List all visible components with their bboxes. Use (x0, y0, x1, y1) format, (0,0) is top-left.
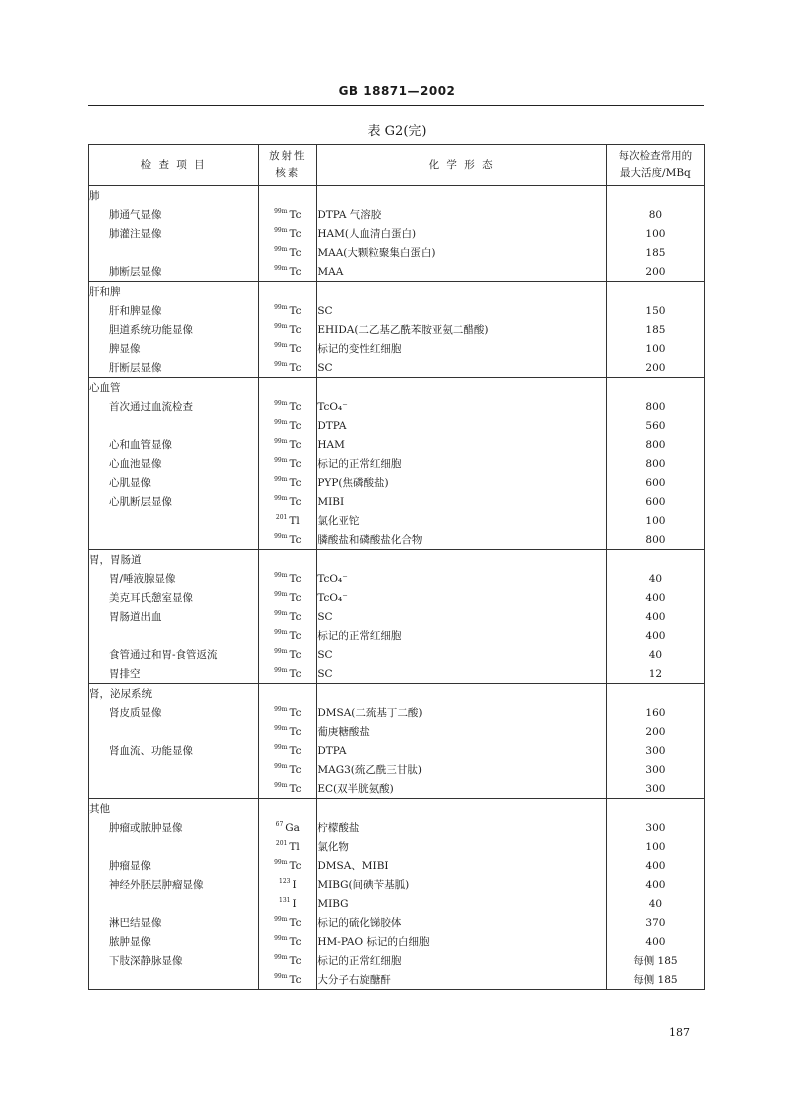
element-symbol: Tc (289, 973, 302, 986)
max-activity: 800 (606, 530, 704, 550)
exam-item (89, 970, 259, 990)
table-row (89, 454, 705, 473)
element-symbol: Tc (289, 744, 302, 757)
table-row (89, 607, 705, 626)
element-symbol: Tc (289, 246, 302, 259)
table-row (89, 339, 705, 358)
empty-cell (317, 378, 606, 398)
section-header-row (89, 684, 705, 704)
exam-item: 脾显像 (89, 339, 259, 358)
table-row (89, 664, 705, 684)
element-symbol: Tc (289, 706, 302, 719)
table-row (89, 932, 705, 951)
nuclide (259, 951, 317, 970)
mass-number: 131 (279, 896, 291, 904)
element-symbol: Tc (289, 227, 302, 240)
max-activity: 100 (606, 224, 704, 243)
max-activity: 800 (606, 454, 704, 473)
max-activity: 400 (606, 875, 704, 894)
exam-item: 下肢深静脉显像 (89, 951, 259, 970)
element-symbol: Ga (285, 821, 300, 834)
chemical-form: 标记的硫化锑胶体 (317, 913, 606, 932)
nuclide (259, 224, 317, 243)
table-row (89, 779, 705, 799)
nuclide (259, 645, 317, 664)
exam-item: 脓肿显像 (89, 932, 259, 951)
empty-cell (259, 282, 317, 302)
exam-item: 食管通过和胃-食管返流 (89, 645, 259, 664)
table-row (89, 894, 705, 913)
max-activity: 800 (606, 435, 704, 454)
header-activity (606, 145, 704, 186)
nuclide (259, 569, 317, 588)
element-symbol: I (292, 897, 297, 910)
mass-number: 99m (274, 264, 288, 272)
mass-number: 99m (274, 762, 288, 770)
element-symbol: Tc (289, 629, 302, 642)
empty-cell (259, 378, 317, 398)
element-symbol: Tc (289, 265, 302, 278)
max-activity: 400 (606, 626, 704, 645)
exam-item: 肿瘤显像 (89, 856, 259, 875)
nuclide (259, 205, 317, 224)
header-chemical: 化 学 形 态 (317, 145, 606, 186)
table-row (89, 320, 705, 339)
nuclide (259, 511, 317, 530)
chemical-form: SC (317, 645, 606, 664)
chemical-form: MAA(大颗粒聚集白蛋白) (317, 243, 606, 262)
chemical-form: TcO₄⁻ (317, 397, 606, 416)
max-activity: 100 (606, 837, 704, 856)
table-row (89, 473, 705, 492)
empty-cell (259, 684, 317, 704)
max-activity: 80 (606, 205, 704, 224)
exam-item: 首次通过血流检查 (89, 397, 259, 416)
nuclide (259, 837, 317, 856)
chemical-form: MIBG (317, 894, 606, 913)
element-symbol: Tc (289, 725, 302, 738)
max-activity: 300 (606, 760, 704, 779)
exam-item: 肝和脾显像 (89, 301, 259, 320)
max-activity: 560 (606, 416, 704, 435)
max-activity: 每侧 185 (606, 951, 704, 970)
mass-number: 99m (274, 934, 288, 942)
table-row (89, 837, 705, 856)
empty-cell (259, 799, 317, 819)
chemical-form: SC (317, 301, 606, 320)
table-row (89, 530, 705, 550)
section-header-row (89, 378, 705, 398)
table-title: 表 G2(完) (367, 124, 427, 139)
table-row (89, 913, 705, 932)
mass-number: 99m (274, 628, 288, 636)
empty-cell (606, 378, 704, 398)
nuclide (259, 358, 317, 378)
chemical-form: 标记的正常红细胞 (317, 454, 606, 473)
nuclide (259, 894, 317, 913)
mass-number: 67 (275, 820, 284, 828)
section-header-row (89, 799, 705, 819)
exam-item (89, 626, 259, 645)
table-row (89, 262, 705, 282)
exam-item (89, 416, 259, 435)
max-activity: 300 (606, 779, 704, 799)
mass-number: 99m (274, 647, 288, 655)
element-symbol: Tc (289, 667, 302, 680)
header-rule (88, 105, 704, 106)
exam-item (89, 530, 259, 550)
table-row (89, 703, 705, 722)
max-activity: 100 (606, 339, 704, 358)
max-activity: 40 (606, 645, 704, 664)
chemical-form: 柠檬酸盐 (317, 818, 606, 837)
table-row (89, 569, 705, 588)
element-symbol: Tc (289, 572, 302, 585)
table-row (89, 243, 705, 262)
nuclide (259, 722, 317, 741)
mass-number: 99m (274, 705, 288, 713)
chemical-form: SC (317, 358, 606, 378)
standard-code: GB 18871—2002 (338, 84, 456, 98)
element-symbol: Tc (289, 859, 302, 872)
nuclide (259, 760, 317, 779)
table-row (89, 358, 705, 378)
mass-number: 99m (274, 571, 288, 579)
exam-item (89, 511, 259, 530)
element-symbol: Tc (289, 533, 302, 546)
mass-number: 99m (274, 475, 288, 483)
max-activity: 400 (606, 856, 704, 875)
mass-number: 123 (279, 877, 291, 885)
element-symbol: Tl (289, 840, 300, 853)
empty-cell (317, 282, 606, 302)
chemical-form: TcO₄⁻ (317, 569, 606, 588)
nuclide (259, 262, 317, 282)
mass-number: 99m (274, 494, 288, 502)
mass-number: 99m (274, 322, 288, 330)
chemical-form: EC(双半胱氨酸) (317, 779, 606, 799)
chemical-form: SC (317, 607, 606, 626)
mass-number: 99m (274, 245, 288, 253)
nuclide (259, 473, 317, 492)
element-symbol: Tc (289, 304, 302, 317)
table-row (89, 970, 705, 990)
mass-number: 99m (274, 226, 288, 234)
nuclide (259, 397, 317, 416)
element-symbol: Tc (289, 610, 302, 623)
nuclide (259, 492, 317, 511)
exam-item (89, 760, 259, 779)
nuclide (259, 626, 317, 645)
nuclide (259, 339, 317, 358)
exam-item: 心肌断层显像 (89, 492, 259, 511)
table-row (89, 301, 705, 320)
max-activity: 40 (606, 569, 704, 588)
table-row (89, 875, 705, 894)
mass-number: 99m (274, 781, 288, 789)
exam-item: 心和血管显像 (89, 435, 259, 454)
nuclide (259, 779, 317, 799)
empty-cell (259, 550, 317, 570)
mass-number: 99m (274, 303, 288, 311)
exam-item: 肾皮质显像 (89, 703, 259, 722)
nuclide (259, 970, 317, 990)
element-symbol: Tc (289, 935, 302, 948)
table-row (89, 818, 705, 837)
table-row (89, 435, 705, 454)
exam-item: 肺通气显像 (89, 205, 259, 224)
chemical-form: DMSA(二巯基丁二酸) (317, 703, 606, 722)
table-row (89, 856, 705, 875)
mass-number: 201 (275, 839, 288, 847)
chemical-form: HAM (317, 435, 606, 454)
exam-item: 胆道系统功能显像 (89, 320, 259, 339)
element-symbol: Tc (289, 476, 302, 489)
empty-cell (606, 550, 704, 570)
header-nuclide-line2: 核素 (275, 167, 301, 179)
exam-item: 神经外胚层肿瘤显像 (89, 875, 259, 894)
exam-item: 肿瘤或脓肿显像 (89, 818, 259, 837)
empty-cell (606, 684, 704, 704)
max-activity: 200 (606, 722, 704, 741)
empty-cell (317, 684, 606, 704)
exam-item: 肾血流、功能显像 (89, 741, 259, 760)
empty-cell (606, 282, 704, 302)
header-activity-line2: 最大活度/MBq (620, 167, 691, 179)
chemical-form: 标记的变性红细胞 (317, 339, 606, 358)
element-symbol: Tc (289, 361, 302, 374)
mass-number: 99m (274, 972, 288, 980)
exam-item (89, 722, 259, 741)
element-symbol: Tc (289, 400, 302, 413)
max-activity: 150 (606, 301, 704, 320)
exam-item: 胃肠道出血 (89, 607, 259, 626)
element-symbol: Tc (289, 457, 302, 470)
max-activity: 400 (606, 588, 704, 607)
empty-cell (606, 799, 704, 819)
mass-number: 99m (274, 590, 288, 598)
mass-number: 99m (274, 915, 288, 923)
mass-number: 99m (274, 437, 288, 445)
element-symbol: Tc (289, 591, 302, 604)
element-symbol: Tc (289, 495, 302, 508)
chemical-form: DTPA (317, 416, 606, 435)
nuclide (259, 856, 317, 875)
chemical-form: MIBI (317, 492, 606, 511)
exam-item (89, 243, 259, 262)
exam-item: 胃/唾液腺显像 (89, 569, 259, 588)
mass-number: 99m (274, 858, 288, 866)
max-activity: 400 (606, 607, 704, 626)
mass-number: 99m (274, 207, 288, 215)
mass-number: 99m (274, 456, 288, 464)
mass-number: 99m (274, 532, 288, 540)
max-activity: 100 (606, 511, 704, 530)
chemical-form: DTPA 气溶胶 (317, 205, 606, 224)
table-row (89, 626, 705, 645)
max-activity: 800 (606, 397, 704, 416)
max-activity: 300 (606, 741, 704, 760)
table-row (89, 416, 705, 435)
max-activity: 每侧 185 (606, 970, 704, 990)
section-header-row (89, 282, 705, 302)
section-title: 胃，胃肠道 (89, 550, 259, 570)
header-activity-line1: 每次检查常用的 (618, 150, 693, 162)
max-activity: 400 (606, 932, 704, 951)
nuclide (259, 243, 317, 262)
table-row (89, 588, 705, 607)
nuclide (259, 435, 317, 454)
table-row (89, 511, 705, 530)
header-nuclide-line1: 放射性 (269, 150, 307, 162)
mass-number: 99m (274, 418, 288, 426)
mass-number: 99m (274, 953, 288, 961)
section-title: 肾，泌尿系统 (89, 684, 259, 704)
header-item: 检 查 项 目 (89, 145, 259, 186)
max-activity: 185 (606, 243, 704, 262)
nuclide (259, 416, 317, 435)
exam-item: 心肌显像 (89, 473, 259, 492)
empty-cell (606, 186, 704, 206)
nuclide (259, 530, 317, 550)
element-symbol: Tc (289, 438, 302, 451)
chemical-form: 标记的正常红细胞 (317, 951, 606, 970)
chemical-form: EHIDA(二乙基乙酰苯胺亚氨二醋酸) (317, 320, 606, 339)
exam-item: 肺灌注显像 (89, 224, 259, 243)
exam-item: 心血池显像 (89, 454, 259, 473)
chemical-form: 葡庚糖酸盐 (317, 722, 606, 741)
chemical-form: TcO₄⁻ (317, 588, 606, 607)
nuclide (259, 818, 317, 837)
nuclide (259, 932, 317, 951)
chemical-form: 大分子右旋醣酐 (317, 970, 606, 990)
chemical-form: DTPA (317, 741, 606, 760)
table-row (89, 951, 705, 970)
section-title: 心血管 (89, 378, 259, 398)
section-header-row (89, 186, 705, 206)
chemical-form: 膦酸盐和磷酸盐化合物 (317, 530, 606, 550)
element-symbol: Tc (289, 648, 302, 661)
mass-number: 99m (274, 360, 288, 368)
mass-number: 99m (274, 743, 288, 751)
nuclide (259, 301, 317, 320)
table-row (89, 205, 705, 224)
element-symbol: Tc (289, 916, 302, 929)
nuclide (259, 664, 317, 684)
nuclide (259, 454, 317, 473)
max-activity: 12 (606, 664, 704, 684)
chemical-form: PYP(焦磷酸盐) (317, 473, 606, 492)
table-row (89, 492, 705, 511)
exam-item (89, 894, 259, 913)
element-symbol: Tc (289, 763, 302, 776)
exam-item: 淋巴结显像 (89, 913, 259, 932)
table-header-row (89, 145, 705, 186)
max-activity: 200 (606, 262, 704, 282)
section-title: 肝和脾 (89, 282, 259, 302)
exam-item (89, 837, 259, 856)
max-activity: 300 (606, 818, 704, 837)
mass-number: 99m (274, 609, 288, 617)
table-row (89, 224, 705, 243)
max-activity: 600 (606, 492, 704, 511)
chemical-form: 氯化物 (317, 837, 606, 856)
table-row (89, 722, 705, 741)
table-row (89, 741, 705, 760)
chemical-form: 氯化亚铊 (317, 511, 606, 530)
exam-item: 美克耳氏憩室显像 (89, 588, 259, 607)
chemical-form: DMSA、MIBI (317, 856, 606, 875)
table-row (89, 760, 705, 779)
chemical-form: MAA (317, 262, 606, 282)
nuclide (259, 320, 317, 339)
chemical-form: MIBG(间碘苄基胍) (317, 875, 606, 894)
exam-item: 肺断层显像 (89, 262, 259, 282)
mass-number: 99m (274, 666, 288, 674)
empty-cell (259, 186, 317, 206)
exam-item: 肝断层显像 (89, 358, 259, 378)
header-nuclide (259, 145, 317, 186)
max-activity: 200 (606, 358, 704, 378)
exam-item: 胃排空 (89, 664, 259, 684)
chemical-form: SC (317, 664, 606, 684)
chemical-form: HM-PAO 标记的白细胞 (317, 932, 606, 951)
table-body (89, 186, 705, 990)
section-header-row (89, 550, 705, 570)
table-row (89, 397, 705, 416)
element-symbol: Tc (289, 954, 302, 967)
max-activity: 600 (606, 473, 704, 492)
element-symbol: I (292, 878, 297, 891)
element-symbol: Tc (289, 323, 302, 336)
empty-cell (317, 550, 606, 570)
nuclear-medicine-activity-table (88, 144, 705, 990)
table-row (89, 645, 705, 664)
chemical-form: HAM(人血清白蛋白) (317, 224, 606, 243)
chemical-form: MAG3(巯乙酰三甘肽) (317, 760, 606, 779)
element-symbol: Tc (289, 208, 302, 221)
max-activity: 40 (606, 894, 704, 913)
element-symbol: Tc (289, 782, 302, 795)
mass-number: 99m (274, 341, 288, 349)
empty-cell (317, 186, 606, 206)
mass-number: 201 (275, 513, 288, 521)
mass-number: 99m (274, 399, 288, 407)
max-activity: 185 (606, 320, 704, 339)
section-title: 肺 (89, 186, 259, 206)
exam-item (89, 779, 259, 799)
mass-number: 99m (274, 724, 288, 732)
max-activity: 370 (606, 913, 704, 932)
chemical-form: 标记的正常红细胞 (317, 626, 606, 645)
nuclide (259, 607, 317, 626)
element-symbol: Tl (289, 514, 300, 527)
section-title: 其他 (89, 799, 259, 819)
nuclide (259, 875, 317, 894)
nuclide (259, 588, 317, 607)
nuclide (259, 741, 317, 760)
max-activity: 160 (606, 703, 704, 722)
empty-cell (317, 799, 606, 819)
element-symbol: Tc (289, 342, 302, 355)
nuclide (259, 703, 317, 722)
page-number: 187 (669, 1026, 690, 1039)
element-symbol: Tc (289, 419, 302, 432)
nuclide (259, 913, 317, 932)
